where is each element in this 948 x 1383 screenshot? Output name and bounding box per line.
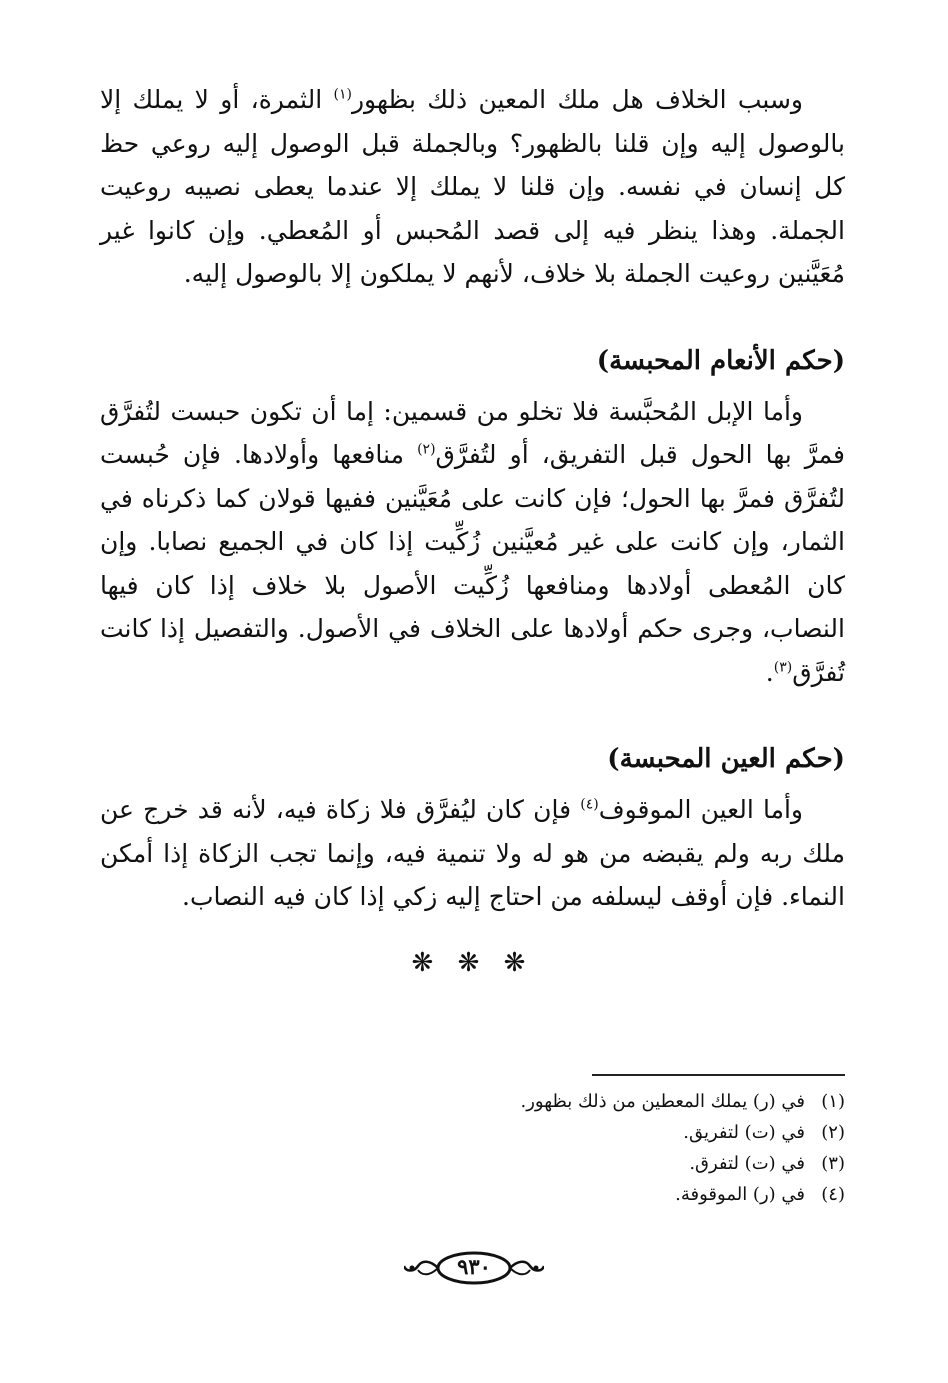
page-number: ٩٣٠ <box>457 1254 491 1279</box>
paragraph-text: منافعها وأولادها. فإن حُبست لتُفرَّق فمرَّ بها الحول؛ فإن كانت على مُعَيَّنين ففيها قولان كما ذكرناه في الثمار، وإن كانت على غير مُعيَّنين زُكِّيت إذا كان في الجميع نصابا. وإن كان المُعطى أولادها ومنافعها زُكِّيت الأصول بلا خلاف إذا كان فيها النصاب، وجرى حكم أولادها على الخلاف في الأصول. والتفصيل إذا كانت تُفرَّق <box>100 440 845 687</box>
paragraph-text: وأما العين الموقوف <box>598 795 803 824</box>
paragraph-text: وأما الإبل المُحبَّسة فلا تخلو من قسمين: إما أن تكون حبست لتُفرَّق فمرَّ بها الحول قبل التفريق، أو لتُفرَّق <box>100 396 845 469</box>
footnote-ref-2[interactable]: (٢) <box>417 441 436 458</box>
footnote-number: (٢) <box>821 1122 845 1143</box>
footnote-text: في (ت) لتفرق. <box>689 1153 805 1174</box>
paragraph-text: الثمرة، أو لا يملك إلا بالوصول إليه وإن قلنا بالظهور؟ وبالجملة قبل الوصول إليه روعي حظ كل إنسان في نفسه. وإن قلنا لا يملك إلا عندما يعطى نصيبه روعيت الجملة. وهذا ينظر فيه إلى قصد المُحبس أو المُعطي. وإن كانوا غير مُعَيَّنين روعيت الجملة بلا خلاف، لأنهم لا يملكون إلا بالوصول إليه. <box>100 85 845 288</box>
footnote-ref-3[interactable]: (٣) <box>773 659 793 676</box>
footnotes-list <box>345 1086 845 1210</box>
footnote-ref-4[interactable]: (٤) <box>580 796 599 813</box>
paragraph-money <box>100 788 845 919</box>
section-end-ornament: ❋ ❋ ❋ <box>411 947 534 978</box>
footnote-ref-1[interactable]: (١) <box>333 86 352 103</box>
footnote-number: (٣) <box>821 1153 845 1174</box>
footnote-number: (٤) <box>821 1184 845 1205</box>
footnote-text: في (ر) يملك المعطين من ذلك بظهور. <box>520 1091 805 1112</box>
page-number-badge <box>404 1246 544 1290</box>
paragraph-text: فإن كان ليُفرَّق فلا زكاة فيه، لأنه قد خرج عن ملك ربه ولم يقبضه من هو له ولا تنمية فيه، وإنما تجب الزكاة إذا أمكن النماء. فإن أوقف ليسلفه من احتاج إليه زكي إذا كان فيه النصاب. <box>100 795 845 911</box>
footnote-item <box>345 1179 845 1210</box>
footnote-item <box>345 1086 845 1117</box>
footnote-divider <box>592 1074 845 1076</box>
paragraph-fruit-ownership <box>100 78 845 296</box>
footnote-text: في (ت) لتفريق. <box>683 1122 805 1143</box>
footnote-text: في (ر) الموقوفة. <box>675 1184 805 1205</box>
paragraph-livestock <box>100 390 845 695</box>
footnote-item <box>345 1117 845 1148</box>
section-heading-money: (حكم العين المحبسة) <box>607 744 845 774</box>
paragraph-text: وسبب الخلاف هل ملك المعين ذلك بظهور <box>351 85 803 114</box>
footnote-item <box>345 1148 845 1179</box>
paragraph-text: . <box>765 657 774 687</box>
page-body <box>100 78 845 983</box>
section-heading-livestock: (حكم الأنعام المحبسة) <box>596 345 845 376</box>
footnote-number: (١) <box>821 1091 845 1112</box>
